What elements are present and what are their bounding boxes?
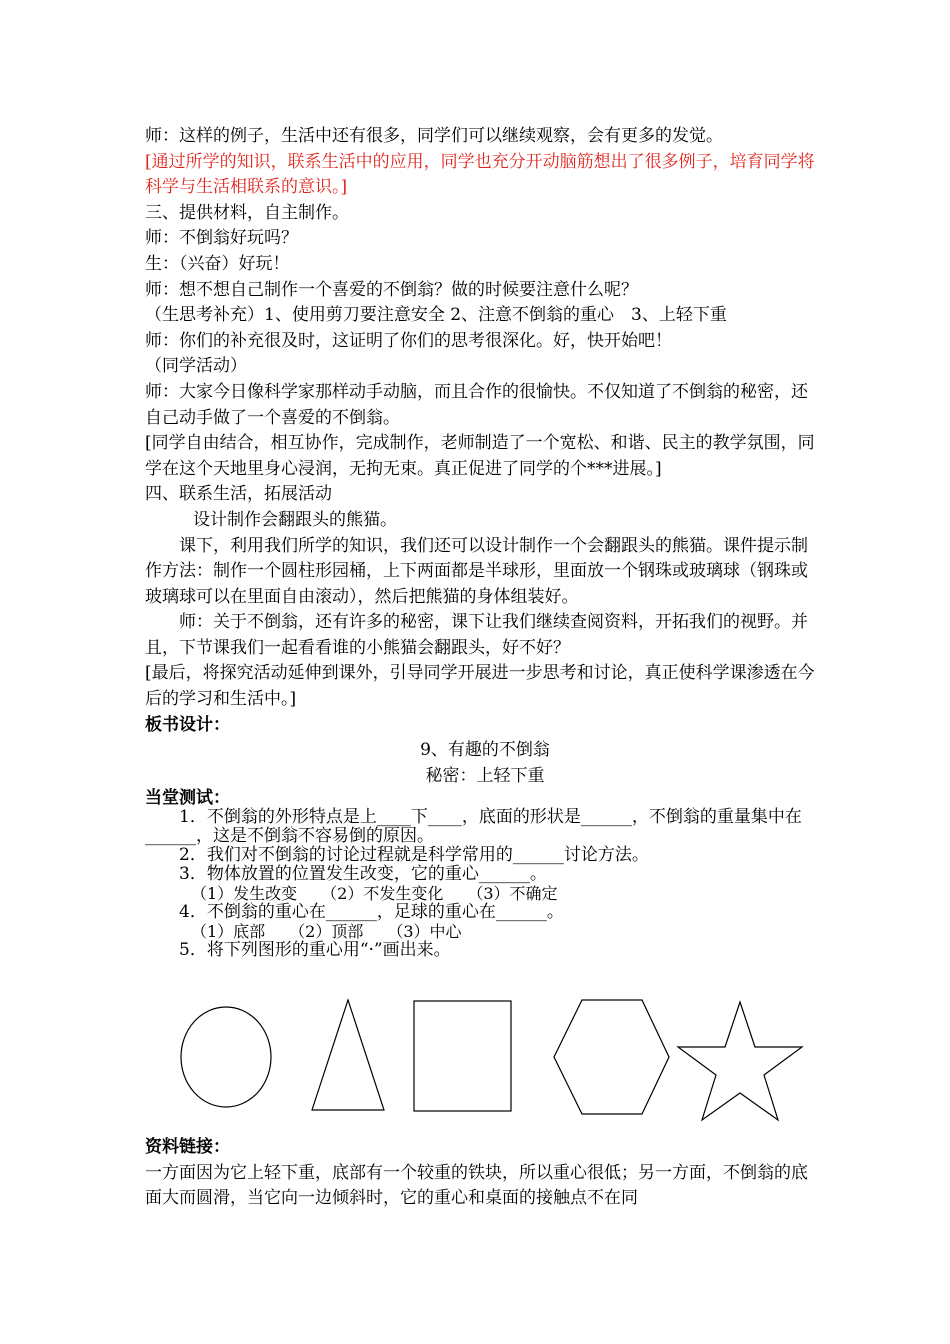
resource-section: [145, 1135, 815, 1212]
section-heading-3: 三、提供材料，自主制作。: [145, 202, 349, 223]
commentary-cooperation: [同学自由结合，相互协作，完成制作，老师制造了一个宽松、和谐、民主的教学氛围，同学在这个天地里身心浸润，无拘无束。真正促进了同学的个***进展。]: [145, 433, 815, 479]
square-shape: [414, 1001, 511, 1111]
panda-method: 课下，利用我们所学的知识，我们还可以设计制作一个会翻跟头的熊猫。课件提示制作方法：制作一个圆柱形园桶，上下两面都是半球形，里面放一个钢珠或玻璃球（钢珠或玻璃球可以在里面自由滚动），然后把熊猫的身体组装好。: [145, 535, 808, 607]
star-shape: [678, 1002, 802, 1120]
resource-text: 一方面因为它上轻下重，底部有一个较重的铁块，所以重心很低；另一方面，不倒翁的底面大而圆滑，当它向一边倾斜时，它的重心和桌面的接触点不在同: [145, 1162, 808, 1209]
teacher-praise: 师：你们的补充很及时，这证明了你们的思考很深化。好，快开始吧！: [145, 330, 672, 351]
document-page: [145, 124, 815, 960]
activity-note: （同学活动）: [145, 356, 247, 377]
circle-shape: [181, 1007, 271, 1107]
quiz-question-3: 3．物体放置的位置发生改变，它的重心______。: [179, 864, 547, 885]
board-heading: 板书设计：: [145, 714, 230, 735]
board-subtitle: 秘密：上轻下重: [425, 765, 545, 786]
teacher-question: 师：不倒翁好玩吗？: [145, 228, 298, 249]
commentary-extension: [最后，将探究活动延伸到课外，引导同学开展进一步思考和讨论，真正使科学课渗透在今后的学习和生活中。]: [145, 663, 815, 710]
quiz-question-2: 2．我们对不倒翁的讨论过程就是科学常用的______讨论方法。: [179, 845, 649, 866]
shapes-figure: [170, 992, 810, 1132]
teacher-closing: 师：关于不倒翁，还有许多的秘密，课下让我们继续查阅资料，开拓我们的视野。并且，下节课我们一起看看谁的小熊猫会翻跟头，好不好？: [145, 612, 808, 658]
resource-heading: 资料链接：: [145, 1137, 230, 1157]
quiz-question-4-options: （1）底部 （2）顶部 （3）中心: [191, 922, 462, 942]
quiz-heading: 当堂测试：: [145, 788, 230, 809]
hexagon-shape: [554, 1000, 669, 1114]
board-title: 9、有趣的不倒翁: [420, 740, 550, 761]
student-supplement: （生思考补充）1、使用剪刀要注意安全 2、注意不倒翁的重心 3、上轻下重: [145, 305, 727, 326]
panda-task: 设计制作会翻跟头的熊猫。: [193, 509, 397, 530]
quiz-question-1: 1．不倒翁的外形特点是上____下____，底面的形状是______，不倒翁的重量集中在______，这是不倒翁不容易倒的原因。: [145, 807, 802, 847]
triangle-shape: [312, 1000, 384, 1110]
quiz-question-3-options: （1）发生改变 （2）不发生变化 （3）不确定: [191, 884, 558, 904]
quiz-question-5: 5．将下列图形的重心用“·”画出来。: [179, 940, 451, 961]
section-heading-4: 四、联系生活，拓展活动: [145, 484, 332, 505]
teacher-summary: 师：大家今日像科学家那样动手动脑，而且合作的很愉快。不仅知道了不倒翁的秘密，还自己动手做了一个喜爱的不倒翁。: [145, 381, 808, 428]
teacher-line-examples: 师：这样的例子，生活中还有很多，同学们可以继续观察，会有更多的发觉。: [145, 126, 723, 146]
student-answer: 生：（兴奋）好玩！: [145, 253, 290, 274]
quiz-question-4: 4．不倒翁的重心在______，足球的重心在______。: [179, 902, 564, 923]
commentary-life-connection: [通过所学的知识，联系生活中的应用，同学也充分开动脑筋想出了很多例子，培育同学将科学与生活相联系的意识。]: [145, 151, 815, 198]
teacher-prompt: 师：想不想自己制作一个喜爱的不倒翁？做的时候要注意什么呢？: [145, 279, 638, 300]
